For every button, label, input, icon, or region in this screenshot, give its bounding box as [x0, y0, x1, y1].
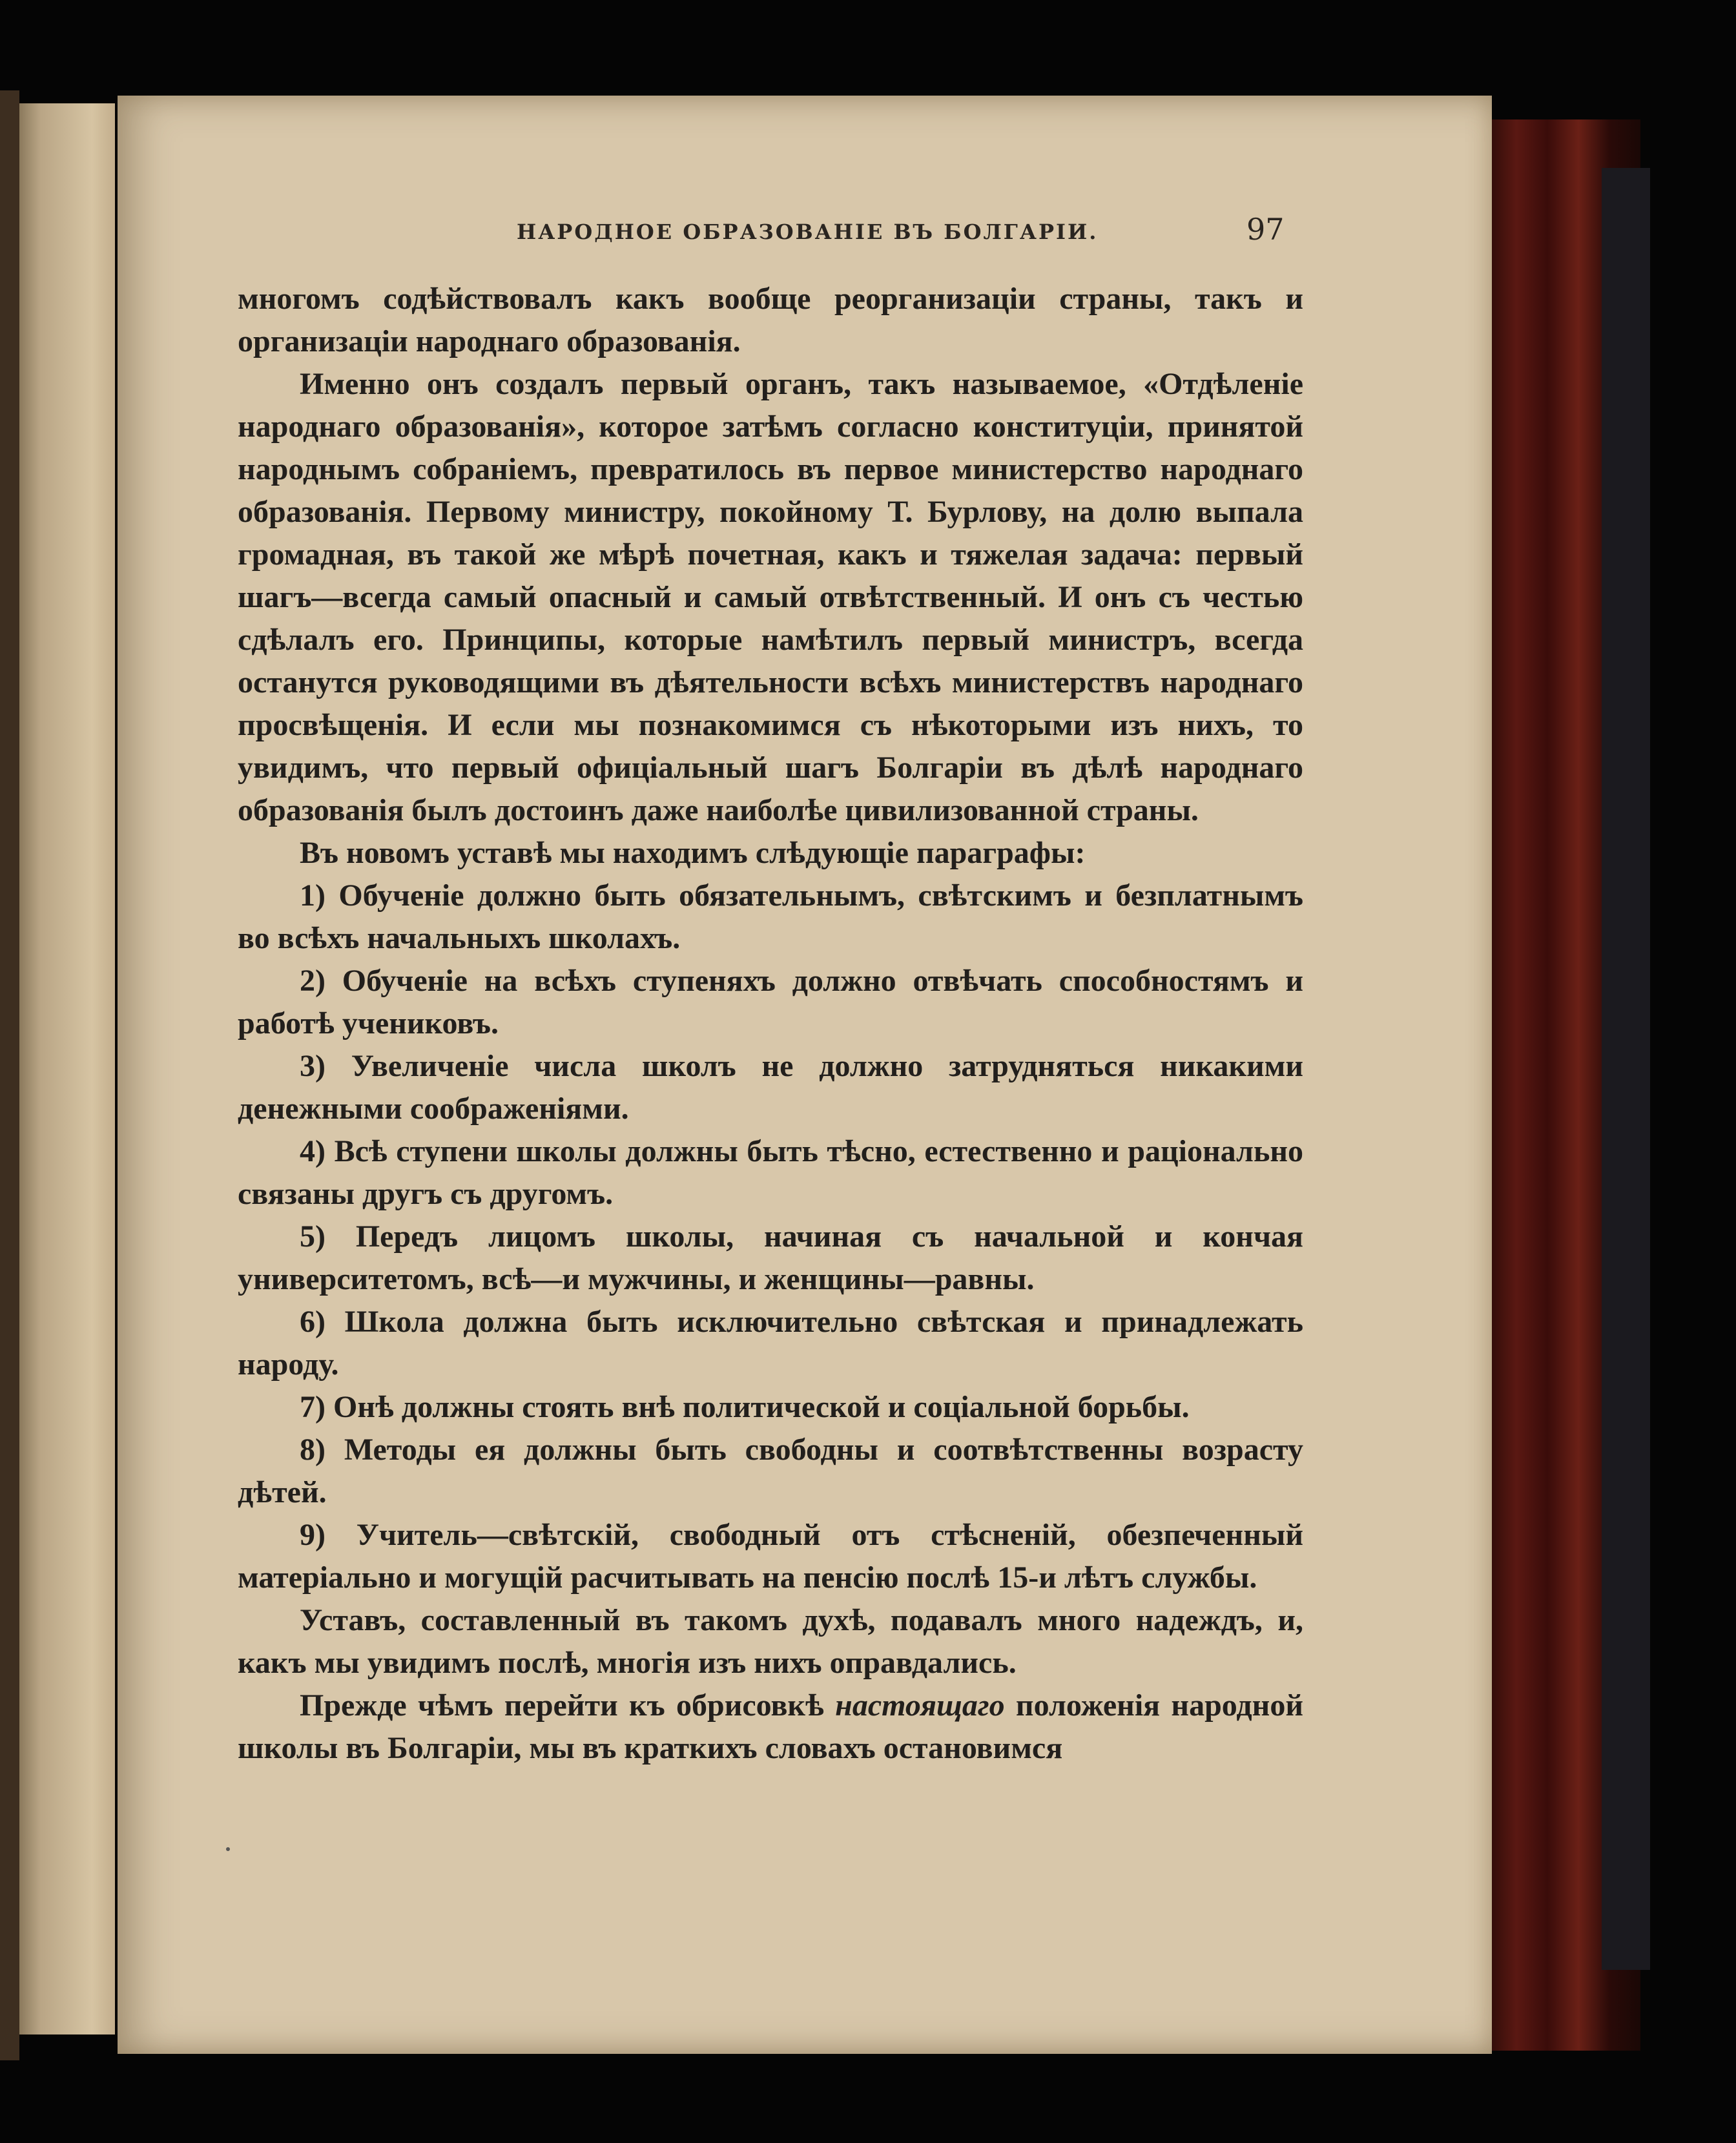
list-item: 4) Всѣ ступени школы должны быть тѣсно, естественно и раціонально связаны другъ съ другомъ. [238, 1134, 1303, 1211]
list-item: 3) Увеличеніе числа школъ не должно затрудняться никакими денежными соображеніями. [238, 1049, 1303, 1126]
list-item: 1) Обученіе должно быть обязательнымъ, свѣтскимъ и безплатнымъ во всѣхъ начальныхъ школахъ. [238, 878, 1303, 955]
page-speck [226, 1847, 230, 1851]
list-item: 8) Методы ея должны быть свободны и соотвѣтственны возрасту дѣтей. [238, 1433, 1303, 1509]
paragraph: многомъ содѣйствовалъ какъ вообще реорганизаціи страны, такъ и организаціи народнаго образованія. [238, 282, 1303, 358]
list-item: 9) Учитель—свѣтскій, свободный отъ стѣсненій, обезпеченный матеріально и могущій расчитывать на пенсію послѣ 15-и лѣтъ службы. [238, 1518, 1303, 1595]
left-binding [0, 90, 19, 2060]
running-head: НАРОДНОЕ ОБРАЗОВАНІЕ ВЪ БОЛГАРІИ. [517, 220, 1099, 244]
text-run: Прежде чѣмъ перейти къ обрисовкѣ [300, 1688, 836, 1723]
book-cover-edge [1602, 168, 1650, 1970]
paragraph: Въ новомъ уставѣ мы находимъ слѣдующіе параграфы: [300, 836, 1086, 870]
italic-word: настоящаго [835, 1688, 1005, 1723]
paragraph: Именно онъ создалъ первый органъ, такъ называемое, «Отдѣленіе народнаго образованія», которое затѣмъ согласно конституціи, принятой народнымъ собраніемъ, превратилось въ первое министерство народнаго образованія. Первому министру, покойному Т. Бурлову, на долю выпала громадная, въ такой же мѣрѣ почетная, какъ и тяжелая задача: первый шагъ—всегда самый опасный и самый отвѣтственный. И онъ съ честью сдѣлалъ его. Принципы, которые намѣтилъ первый министръ, всегда останутся руководящими въ дѣятельности всѣхъ министерствъ народнаго просвѣщенія. И если мы познакомимся съ нѣкоторыми изъ нихъ, то увидимъ, что первый офиціальный шагъ Болгаріи въ дѣлѣ народнаго образованія былъ достоинъ даже наиболѣе цивилизованной страны. [238, 367, 1303, 827]
list-item: 6) Школа должна быть исключительно свѣтская и принадлежать народу. [238, 1305, 1303, 1382]
text-run: положенія народной школы въ Болгаріи, мы въ краткихъ словахъ остановимся [238, 1688, 1303, 1765]
list-item: 7) Онѣ должны стоять внѣ политической и соціальной борьбы. [300, 1390, 1190, 1424]
list-item: 5) Передъ лицомъ школы, начиная съ начальной и кончая университетомъ, всѣ—и мужчины, и женщины—равны. [238, 1219, 1303, 1296]
page-number: 97 [1246, 212, 1285, 247]
paragraph-last [238, 1684, 1303, 1770]
body-text [238, 278, 1303, 1770]
list-item: 2) Обученіе на всѣхъ ступеняхъ должно отвѣчать способностямъ и работѣ учениковъ. [238, 964, 1303, 1040]
paragraph: Уставъ, составленный въ такомъ духѣ, подавалъ много надеждъ, и, какъ мы увидимъ послѣ, многія изъ нихъ оправдались. [238, 1603, 1303, 1680]
